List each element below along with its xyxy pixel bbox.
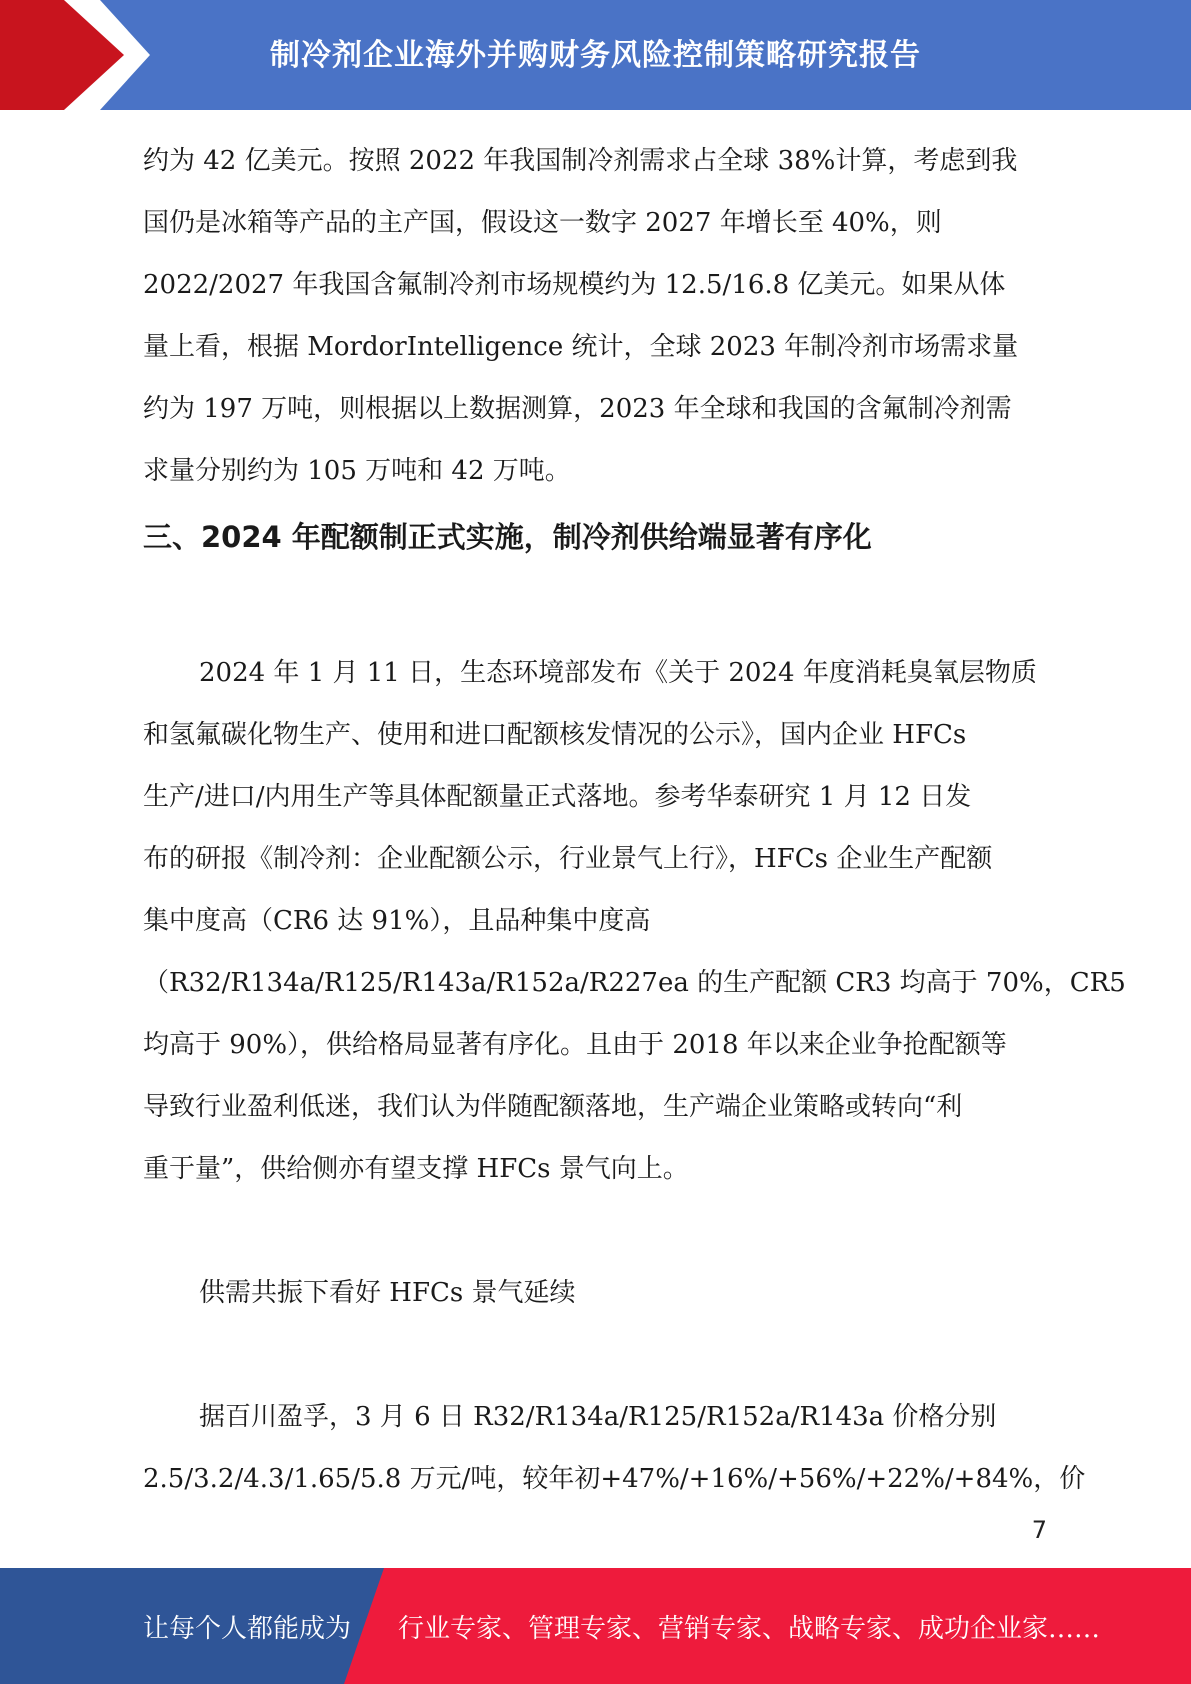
page-content [143, 130, 1126, 1510]
paragraph-line: 导致行业盈利低迷，我们认为伴随配额落地，生产端企业策略或转向“利 [143, 1092, 963, 1122]
paragraph-line: 国仍是冰箱等产品的主产国，假设这一数字 2027 年增长至 40%，则 [143, 208, 942, 238]
paragraph-line: 和氢氟碳化物生产、使用和进口配额核发情况的公示》，国内企业 HFCs [143, 720, 967, 750]
page-footer [0, 1568, 1191, 1684]
page-header [0, 0, 1191, 110]
footer-roles: 行业专家、管理专家、营销专家、战略专家、成功企业家…… [398, 1614, 1101, 1644]
paragraph-line: 量上看，根据 MordorIntelligence 统计，全球 2023 年制冷剂市场需求量 [143, 332, 1019, 362]
paragraph-line: 求量分别约为 105 万吨和 42 万吨。 [143, 456, 571, 486]
paragraph-line: 重于量”，供给侧亦有望支撑 HFCs 景气向上。 [143, 1154, 689, 1184]
paragraph-line: （R32/R134a/R125/R143a/R152a/R227ea 的生产配额 CR3 均高于 70%，CR5 [143, 968, 1126, 998]
footer-slogan: 让每个人都能成为 [143, 1614, 352, 1644]
paragraph-line: 集中度高（CR6 达 91%），且品种集中度高 [143, 906, 651, 936]
paragraph-line: 布的研报《制冷剂：企业配额公示，行业景气上行》，HFCs 企业生产配额 [143, 844, 993, 874]
paragraph-line: 据百川盈孚，3 月 6 日 R32/R134a/R125/R152a/R143a 价格分别 [199, 1402, 997, 1432]
page-number: 7 [1031, 1516, 1047, 1544]
subheading: 供需共振下看好 HFCs 景气延续 [199, 1278, 576, 1308]
paragraph-line: 2024 年 1 月 11 日，生态环境部发布《关于 2024 年度消耗臭氧层物质 [199, 658, 1037, 688]
paragraph-line: 生产/进口/内用生产等具体配额量正式落地。参考华泰研究 1 月 12 日发 [143, 782, 972, 812]
section-heading: 三、2024 年配额制正式实施，制冷剂供给端显著有序化 [143, 520, 872, 554]
spacer [143, 1324, 1063, 1386]
spacer [143, 1200, 1063, 1262]
paragraph-line: 均高于 90%），供给格局显著有序化。且由于 2018 年以来企业争抢配额等 [143, 1030, 1007, 1060]
spacer [143, 562, 1063, 642]
report-title: 制冷剂企业海外并购财务风险控制策略研究报告 [270, 38, 921, 73]
paragraph-line: 约为 197 万吨，则根据以上数据测算，2023 年全球和我国的含氟制冷剂需 [143, 394, 1012, 424]
paragraph-line: 2022/2027 年我国含氟制冷剂市场规模约为 12.5/16.8 亿美元。如果从体 [143, 270, 1006, 300]
paragraph-line: 约为 42 亿美元。按照 2022 年我国制冷剂需求占全球 38%计算，考虑到我 [143, 146, 1018, 176]
paragraph-line: 2.5/3.2/4.3/1.65/5.8 万元/吨，较年初+47%/+16%/+56%/+22%/+84%，价 [143, 1464, 1086, 1494]
